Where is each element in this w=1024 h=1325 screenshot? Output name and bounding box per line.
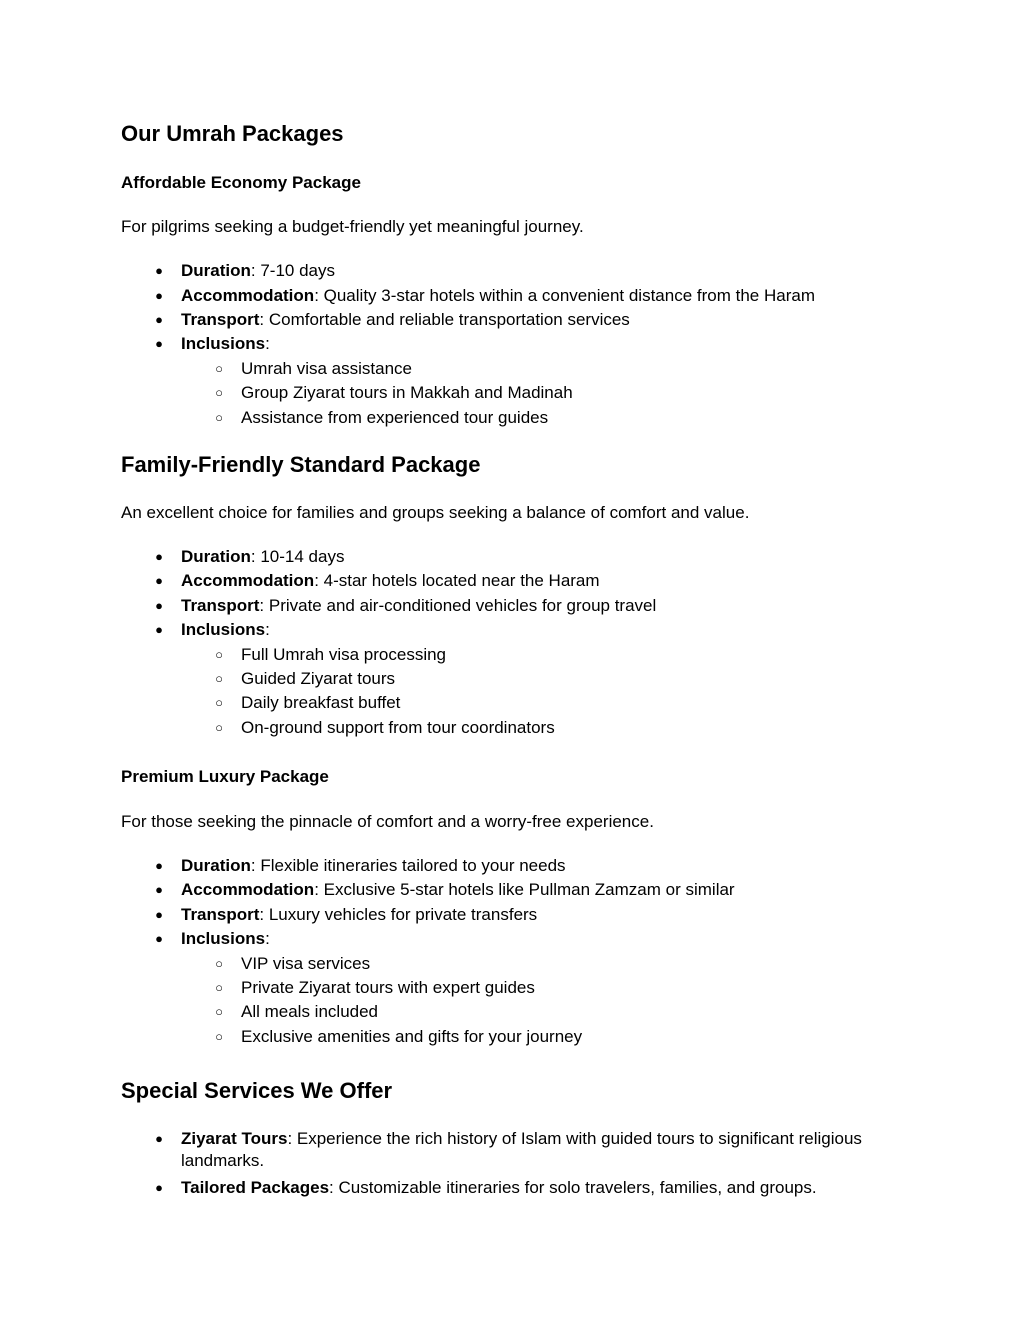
premium-inclusion-item — [215, 953, 371, 975]
inclusion-text: Assistance from experienced tour guides — [241, 408, 549, 427]
premium-heading: Premium Luxury Package — [121, 767, 329, 786]
premium-intro: For those seeking the pinnacle of comfort and a worry-free experience. — [121, 812, 654, 831]
bullet-icon: ● — [155, 907, 163, 922]
accommodation-label: Accommodation — [181, 571, 315, 590]
standard-inclusion-item — [215, 692, 401, 714]
sub-bullet-icon: ○ — [215, 385, 223, 400]
inclusion-text: Full Umrah visa processing — [241, 645, 447, 664]
inclusions-colon: : — [265, 929, 270, 948]
bullet-icon: ● — [155, 573, 163, 588]
premium-duration — [155, 855, 566, 877]
premium-inclusions — [155, 928, 270, 950]
inclusion-text: Private Ziyarat tours with expert guides — [241, 978, 535, 997]
services-heading: Special Services We Offer — [121, 1078, 393, 1103]
premium-inclusion-item — [215, 977, 535, 999]
bullet-icon: ● — [155, 1131, 163, 1146]
duration-label: Duration — [181, 547, 251, 566]
standard-inclusion-item — [215, 644, 447, 666]
inclusion-text: Umrah visa assistance — [241, 359, 413, 378]
bullet-icon: ● — [155, 598, 163, 613]
standard-transport — [155, 595, 657, 617]
sub-bullet-icon: ○ — [215, 956, 223, 971]
inclusions-label: Inclusions — [181, 334, 266, 353]
accommodation-value: : Exclusive 5-star hotels like Pullman Zamzam or similar — [314, 880, 735, 899]
inclusion-text: Exclusive amenities and gifts for your journey — [241, 1027, 583, 1046]
inclusions-label: Inclusions — [181, 929, 266, 948]
sub-bullet-icon: ○ — [215, 695, 223, 710]
bullet-icon: ● — [155, 336, 163, 351]
premium-inclusion-item — [215, 1026, 583, 1048]
standard-inclusion-item — [215, 717, 555, 739]
accommodation-value: : Quality 3-star hotels within a convenient distance from the Haram — [314, 286, 815, 305]
sub-bullet-icon: ○ — [215, 671, 223, 686]
accommodation-label: Accommodation — [181, 880, 315, 899]
page-title: Our Umrah Packages — [121, 121, 344, 146]
standard-intro: An excellent choice for families and groups seeking a balance of comfort and value. — [121, 503, 750, 522]
transport-label: Transport — [181, 905, 260, 924]
bullet-icon: ● — [155, 312, 163, 327]
duration-value: : Flexible itineraries tailored to your needs — [250, 856, 566, 875]
bullet-icon: ● — [155, 622, 163, 637]
sub-bullet-icon: ○ — [215, 720, 223, 735]
premium-inclusion-item — [215, 1001, 379, 1023]
accommodation-label: Accommodation — [181, 286, 315, 305]
premium-accommodation — [155, 879, 735, 901]
bullet-icon: ● — [155, 882, 163, 897]
service-value: : Experience the rich history of Islam with guided tours to significant religious landmarks. — [181, 1129, 862, 1170]
standard-accommodation — [155, 570, 600, 592]
economy-accommodation — [155, 285, 815, 307]
inclusions-label: Inclusions — [181, 620, 266, 639]
accommodation-value: : 4-star hotels located near the Haram — [314, 571, 600, 590]
service-item — [155, 1177, 817, 1199]
transport-value: : Private and air-conditioned vehicles for group travel — [259, 596, 657, 615]
service-value: : Customizable itineraries for solo travelers, families, and groups. — [329, 1178, 817, 1197]
inclusion-text: Guided Ziyarat tours — [241, 669, 396, 688]
transport-value: : Luxury vehicles for private transfers — [259, 905, 538, 924]
duration-label: Duration — [181, 856, 251, 875]
bullet-icon: ● — [155, 931, 163, 946]
inclusions-colon: : — [265, 620, 270, 639]
inclusion-text: VIP visa services — [241, 954, 371, 973]
bullet-icon: ● — [155, 858, 163, 873]
service-label: Tailored Packages — [181, 1178, 330, 1197]
sub-bullet-icon: ○ — [215, 410, 223, 425]
sub-bullet-icon: ○ — [215, 1004, 223, 1019]
service-item — [155, 1128, 871, 1172]
economy-heading: Affordable Economy Package — [121, 173, 361, 192]
bullet-icon: ● — [155, 1180, 163, 1195]
inclusion-text: All meals included — [241, 1002, 379, 1021]
bullet-icon: ● — [155, 263, 163, 278]
transport-label: Transport — [181, 310, 260, 329]
bullet-icon: ● — [155, 288, 163, 303]
inclusion-text: Daily breakfast buffet — [241, 693, 401, 712]
premium-transport — [155, 904, 538, 926]
service-label: Ziyarat Tours — [181, 1129, 288, 1148]
sub-bullet-icon: ○ — [215, 647, 223, 662]
standard-duration — [155, 546, 345, 568]
economy-intro: For pilgrims seeking a budget-friendly yet meaningful journey. — [121, 217, 584, 236]
economy-transport — [155, 309, 630, 331]
standard-heading: Family-Friendly Standard Package — [121, 452, 481, 477]
standard-inclusions — [155, 619, 270, 641]
economy-inclusion-item — [215, 407, 549, 429]
sub-bullet-icon: ○ — [215, 980, 223, 995]
duration-value: : 7-10 days — [250, 261, 335, 280]
inclusion-text: Group Ziyarat tours in Makkah and Madinah — [241, 383, 573, 402]
economy-inclusions — [155, 333, 270, 355]
economy-inclusion-item — [215, 382, 573, 404]
economy-duration — [155, 260, 335, 282]
sub-bullet-icon: ○ — [215, 361, 223, 376]
duration-label: Duration — [181, 261, 251, 280]
inclusion-text: On-ground support from tour coordinators — [241, 718, 555, 737]
transport-label: Transport — [181, 596, 260, 615]
bullet-icon: ● — [155, 549, 163, 564]
standard-inclusion-item — [215, 668, 396, 690]
sub-bullet-icon: ○ — [215, 1029, 223, 1044]
duration-value: : 10-14 days — [250, 547, 345, 566]
economy-inclusion-item — [215, 358, 413, 380]
transport-value: : Comfortable and reliable transportation services — [259, 310, 630, 329]
inclusions-colon: : — [265, 334, 270, 353]
